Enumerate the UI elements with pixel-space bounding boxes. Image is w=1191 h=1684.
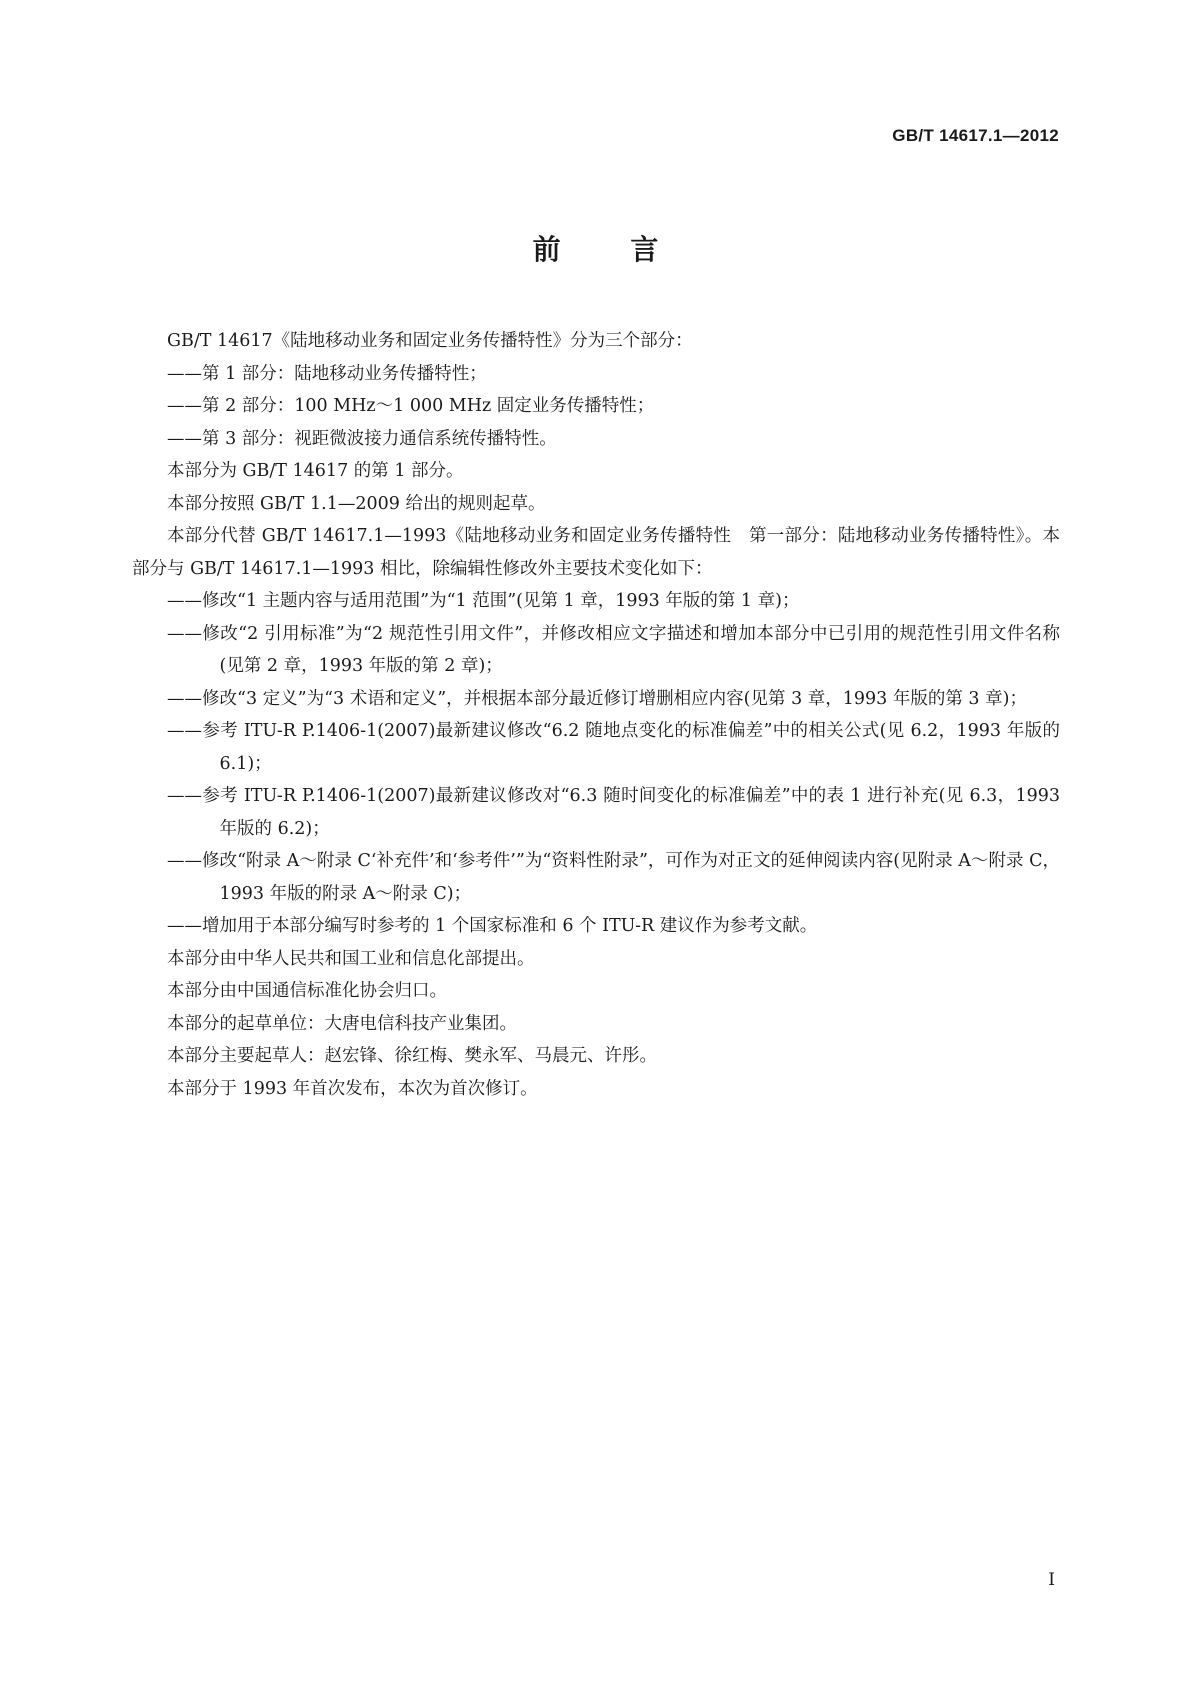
part-item: ——第 3 部分：视距微波接力通信系统传播特性。 <box>167 428 557 449</box>
foreword-body <box>132 325 1060 1105</box>
intro-paragraph: GB/T 14617《陆地移动业务和固定业务传播特性》分为三个部分： <box>167 331 693 351</box>
part-item: ——第 2 部分：100 MHz～1 000 MHz 固定业务传播特性； <box>167 396 655 416</box>
change-item: ——修改“1 主题内容与适用范围”为“1 范围”(见第 1 章，1993 年版的第 1 章)； <box>167 591 800 611</box>
drafters-paragraph: 本部分主要起草人：赵宏锋、徐红梅、樊永军、马晨元、许彤。 <box>167 1046 657 1066</box>
change-item: ——修改“附录 A～附录 C‘补充件’和‘参考件’”为“资料性附录”，可作为对正文的延伸阅读内容(见附录 A～附录 C，1993 年版的附录 A～附录 C)； <box>167 851 1060 904</box>
drafting-rule-paragraph: 本部分按照 GB/T 1.1—2009 给出的规则起草。 <box>167 493 546 514</box>
history-paragraph: 本部分于 1993 年首次发布，本次为首次修订。 <box>167 1078 538 1099</box>
part-item: ——第 1 部分：陆地移动业务传播特性； <box>167 363 487 384</box>
this-part-paragraph: 本部分为 GB/T 14617 的第 1 部分。 <box>167 461 464 481</box>
change-item: ——修改“2 引用标准”为“2 规范性引用文件”，并修改相应文字描述和增加本部分中已引用的规范性引用文件名称(见第 2 章，1993 年版的第 2 章)； <box>167 623 1060 676</box>
drafting-unit-paragraph: 本部分的起草单位：大唐电信科技产业集团。 <box>167 1013 517 1034</box>
jurisdiction-paragraph: 本部分由中国通信标准化协会归口。 <box>167 981 447 1001</box>
change-item: ——修改“3 定义”为“3 术语和定义”，并根据本部分最近修订增删相应内容(见第 3 章，1993 年版的第 3 章)； <box>167 688 1027 709</box>
change-item: ——增加用于本部分编写时参考的 1 个国家标准和 6 个 ITU-R 建议作为参考文献。 <box>167 916 818 936</box>
change-item: ——参考 ITU-R P.1406-1(2007)最新建议修改对“6.3 随时间变化的标准偏差”中的表 1 进行补充(见 6.3，1993 年版的 6.2)； <box>167 786 1060 839</box>
change-item: ——参考 ITU-R P.1406-1(2007)最新建议修改“6.2 随地点变化的标准偏差”中的相关公式(见 6.2，1993 年版的 6.1)； <box>167 721 1060 774</box>
page-title: 前 言 <box>532 233 689 266</box>
proposer-paragraph: 本部分由中华人民共和国工业和信息化部提出。 <box>167 948 535 969</box>
page-number: I <box>1048 1570 1055 1590</box>
replaces-paragraph: 本部分代替 GB/T 14617.1—1993《陆地移动业务和固定业务传播特性 第一部分：陆地移动业务传播特性》。本部分与 GB/T 14617.1—1993 相比，除编辑性修改外主要技术变化如下： <box>132 526 1060 579</box>
standard-code: GB/T 14617.1—2012 <box>892 126 1059 145</box>
